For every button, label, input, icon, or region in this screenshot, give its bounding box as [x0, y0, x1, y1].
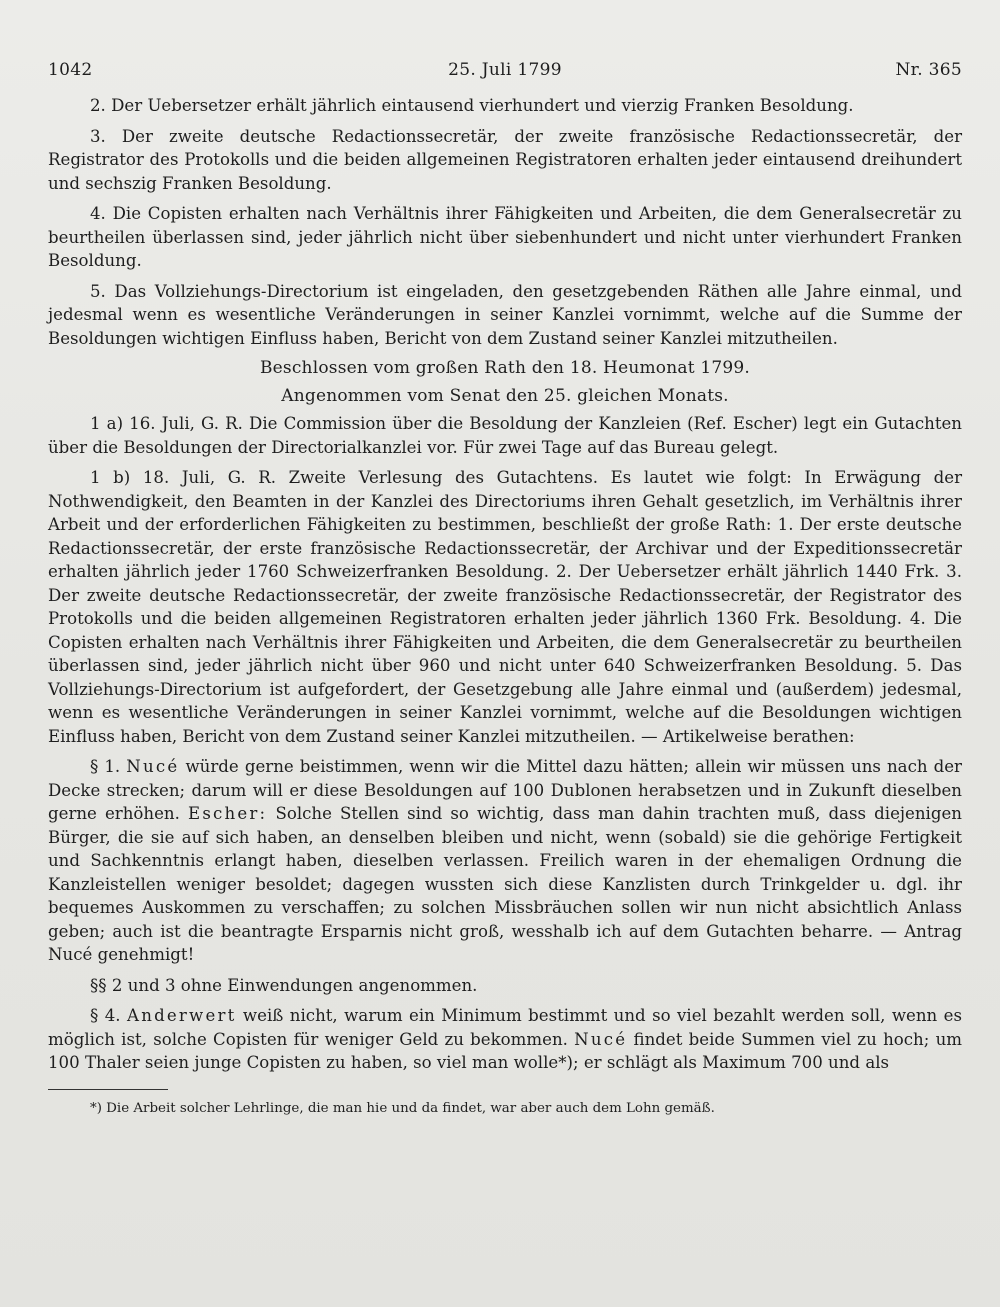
section-1-label: § 1.	[90, 757, 127, 776]
paragraph-article-5: 5. Das Vollziehungs-Directorium ist eingeladen, den gesetzgebenden Räthen alle Jahre einmal, und jedesmal wenn es wesentliche Veränderungen in seiner Kanzlei vornimmt, welche auf die Summe der Besoldungen wichtigen Einfluss haben, Bericht von dem Zustand seiner Kanzlei mitzutheilen.	[48, 281, 962, 348]
paragraph-1a: 1 a) 16. Juli, G. R. Die Commission über die Besoldung der Kanzleien (Ref. Escher) legt ein Gutachten über die Besoldungen der Directorialkanzlei vor. Für zwei Tage auf das Bureau gelegt.	[48, 414, 962, 457]
section-4-text-a: weiß nicht, warum ein Minimum bestimmt und so viel bezahlt werden soll, wenn es möglich ist, solche Copisten für weniger Geld zu bekommen.	[48, 1006, 962, 1049]
paragraph-article-4: 4. Die Copisten erhalten nach Verhältnis ihrer Fähigkeiten und Arbeiten, die dem Generalsecretär zu beurtheilen überlassen sind, jeder jährlich nicht über siebenhundert und nicht unter vierhundert Franken Besoldung.	[48, 204, 962, 270]
section-4-text-b: findet beide Summen viel zu hoch; um 100 Thaler seien junge Copisten zu haben, so viel man wolle*); er schlägt als Maximum 700 und als	[48, 1029, 962, 1072]
speaker-nuce: Nucé	[126, 757, 180, 776]
paragraph-section-1	[48, 755, 962, 967]
paragraph-section-4	[48, 1004, 962, 1075]
footnote-divider	[48, 1089, 168, 1090]
acceptance-line: Angenommen vom Senat den 25. gleichen Monats.	[281, 385, 729, 406]
section-1-text-a: würde gerne beistimmen, wenn wir die Mittel dazu hätten; allein wir müssen uns nach der Decke strecken; darum will er diese Besoldungen auf 100 Dublonen herabsetzen und in Zukunft dieselben gerne erhöhen.	[48, 757, 962, 823]
paragraph-1b: 1 b) 18. Juli, G. R. Zweite Verlesung des Gutachtens. Es lautet wie folgt: In Erwägung der Nothwendigkeit, den Beamten in der Kanzlei des Directoriums ihren Gehalt gesetzlich, im Verhältnis ihrer Arbeit und der erforderlichen Fähigkeiten zu bestimmen, beschließt der große Rath: 1. Der erste deutsche Redactionssecretär, der erste französische Redactionssecretär, der Archivar und der Expeditionssecretär erhalten jährlich jeder 1760 Schweizerfranken Besoldung. 2. Der Uebersetzer erhält jährlich 1440 Frk. 3. Der zweite deutsche Redactionssecretär, der zweite französische Redactionssecretär, der Registrator des Protokolls und die beiden allgemeinen Registratoren erhalten jeder jährlich 1360 Frk. Besoldung. 4. Die Copisten erhalten nach Verhältnis ihrer Fähigkeiten und Arbeiten, die dem Generalsecretär zu beurtheilen überlassen sind, jeder jährlich nicht über 960 und nicht unter 640 Schweizerfranken Besoldung. 5. Das Vollziehungs-Directorium ist aufgefordert, der Gesetzgebung alle Jahre einmal und (außerdem) jedesmal, wenn es wesentliche Veränderungen in seiner Kanzlei vornimmt, welche auf die Besoldungen wichtigen Einfluss haben, Bericht von dem Zustand seiner Kanzlei mitzutheilen. — Artikelweise berathen:	[48, 468, 962, 746]
section-1-text-b: Solche Stellen sind so wichtig, dass man dahin trachten muß, dass diejenigen Bürger, die sie auf sich haben, an denselben bleiben und nicht, wenn (sobald) sie die gehörige Fertigkeit und Sachkenntnis erlangt haben, dieselben verlassen. Freilich waren in der ehemaligen Ordnung die Kanzleistellen weniger besoldet; dagegen wussten sich diese Kanzlisten durch Trinkgelder u. dgl. ihr bequemes Auskommen zu verschaffen; zu solchen Missbräuchen sollen wir nun nicht absichtlich Anlass geben; auch ist die beantragte Ersparnis nicht groß, wesshalb ich auf dem Gutachten beharre. — Antrag Nucé genehmigt!	[48, 804, 962, 964]
paragraph-article-2: 2. Der Uebersetzer erhält jährlich eintausend vierhundert und vierzig Franken Besoldung.	[90, 96, 854, 115]
resolution-line: Beschlossen vom großen Rath den 18. Heumonat 1799.	[259, 358, 751, 378]
footnote: *) Die Arbeit solcher Lehrlinge, die man hie und da findet, war aber auch dem Lohn gemäß.	[90, 1100, 715, 1116]
speaker-nuce-2: Nucé	[574, 1029, 628, 1049]
document-number: Nr. 365	[895, 60, 962, 80]
paragraph-sections-2-3: §§ 2 und 3 ohne Einwendungen angenommen.	[90, 975, 478, 995]
speaker-escher: Escher:	[188, 804, 268, 823]
page-header	[48, 54, 962, 90]
section-4-label: § 4.	[90, 1006, 128, 1025]
page-date: 25. Juli 1799	[448, 60, 562, 80]
page-number: 1042	[48, 60, 93, 80]
speaker-anderwert: Anderwert	[127, 1006, 237, 1025]
paragraph-article-3: 3. Der zweite deutsche Redactionssecretär, der zweite französische Redactionssecretär, der Registrator des Protokolls und die beiden allgemeinen Registratoren erhalten jeder eintausend dreihundert und sechszig Franken Besoldung.	[48, 126, 962, 193]
body-text	[48, 94, 962, 1075]
